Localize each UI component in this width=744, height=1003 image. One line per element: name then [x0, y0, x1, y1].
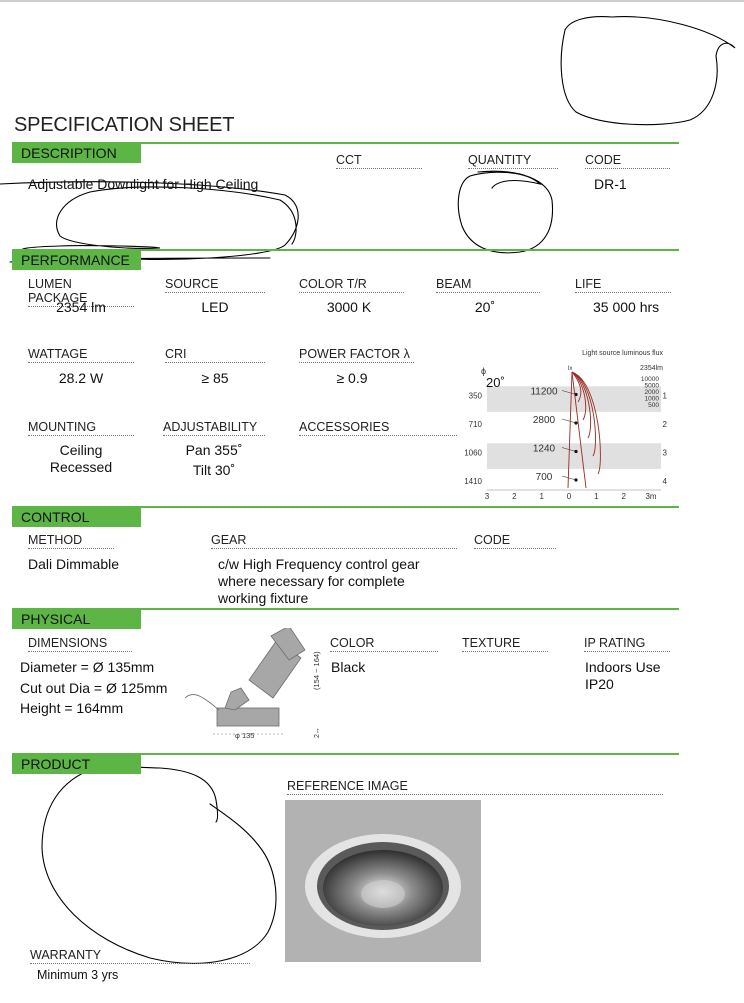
beam-value: 20˚ [474, 299, 496, 315]
control-code-label: CODE [474, 533, 556, 549]
chart-phi-symbol: ϕ [481, 366, 487, 376]
description-text: Adjustable Downlight for High Ceiling [28, 176, 259, 192]
illuminance-chart [455, 344, 673, 504]
chart-diameter-label: 710 [468, 420, 482, 429]
chart-illuminance-point [574, 421, 577, 424]
chart-distance-tick-label: 3 [662, 448, 667, 458]
page-title: SPECIFICATION SHEET [14, 114, 235, 136]
mounting-value-line1: Ceiling [59, 442, 103, 458]
method-label: METHOD [28, 533, 114, 549]
adjustability-label: ADJUSTABILITY [163, 420, 265, 436]
chart-illuminance-point [574, 478, 577, 481]
chart-x-tick-label: 1 [539, 492, 544, 501]
cable-drawing [185, 695, 219, 710]
cri-label: CRI [165, 347, 265, 363]
depth-dimension-label: 2↔ [314, 727, 321, 738]
mounting-value-line2: Recessed [49, 459, 113, 475]
mounting-label: MOUNTING [28, 420, 134, 436]
color-label: COLOR [330, 636, 438, 652]
chart-lux-legend-item: 500 [648, 402, 659, 409]
gear-value-line2: where necessary for complete [218, 573, 405, 589]
fixture-base-drawing [217, 708, 279, 726]
ip-rating-label: IP RATING [584, 636, 670, 652]
chart-lux-symbol: lx [568, 366, 573, 372]
gear-value-line1: c/w High Frequency control gear [218, 556, 420, 572]
fixture-dimension-drawing [175, 628, 325, 743]
cutout-value: Cut out Dia = Ø 125mm [20, 680, 168, 696]
height-value: Height = 164mm [20, 700, 124, 716]
wattage-value: 28.2 W [58, 370, 104, 386]
gear-label: GEAR [211, 533, 457, 549]
chart-illuminance-label: 1240 [532, 443, 556, 455]
chart-distance-tick-label: 4 [662, 477, 667, 486]
cri-value: ≥ 85 [201, 370, 229, 386]
chart-flux-label: 2354lm [640, 365, 663, 372]
chart-lux-legend-item: 5000 [644, 382, 659, 390]
code-value: DR-1 [594, 176, 627, 192]
scribble-quantity [458, 171, 552, 253]
chart-distance-band [487, 443, 661, 469]
chart-title: Light source luminous flux [582, 350, 663, 357]
ip-value-line2: IP20 [585, 676, 614, 692]
chart-illuminance-point [574, 450, 577, 453]
chart-x-tick-label: 3m [645, 492, 657, 501]
product-section-header: PRODUCT [12, 754, 141, 774]
quantity-label: QUANTITY [468, 153, 558, 169]
reference-image-label: REFERENCE IMAGE [287, 779, 663, 795]
fixture-arm-drawing [225, 688, 249, 710]
chart-x-tick-label: 2 [621, 492, 626, 501]
warranty-value: Minimum 3 yrs [37, 968, 119, 982]
adjustability-value-line2: Tilt 30˚ [192, 462, 236, 478]
reference-image [285, 800, 481, 962]
source-label: SOURCE [165, 277, 265, 293]
life-label: LIFE [575, 277, 671, 293]
power-factor-label: POWER FACTOR λ [299, 347, 414, 363]
chart-x-tick-label: 3 [484, 492, 490, 501]
chart-illuminance-leader [562, 476, 576, 480]
description-section-header: DESCRIPTION [12, 143, 141, 163]
lumen-package-value: 2354 lm [56, 299, 106, 315]
warranty-label: WARRANTY [30, 948, 250, 964]
downlight-lens [361, 880, 405, 908]
wattage-label: WATTAGE [28, 347, 134, 363]
chart-x-tick-label: 1 [594, 492, 599, 501]
chart-illuminance-leader [562, 419, 576, 423]
color-value: Black [331, 659, 366, 675]
method-value: Dali Dimmable [28, 556, 120, 572]
chart-distance-tick-label: 2 [662, 420, 667, 429]
color-temp-label: COLOR T/R [299, 277, 404, 293]
chart-diameter-label: 1060 [464, 448, 482, 458]
chart-lux-legend-item: 2000 [644, 389, 659, 396]
diameter-value: Diameter = Ø 135mm [20, 659, 155, 675]
code-label: CODE [585, 153, 670, 169]
chart-diameter-label: 350 [468, 391, 482, 401]
chart-illuminance-label: 2800 [532, 415, 556, 426]
scribble-product [42, 765, 276, 963]
ip-value-line1: Indoors Use [585, 659, 661, 675]
chart-illuminance-label: 11200 [530, 386, 558, 398]
adjustability-value-line1: Pan 355˚ [185, 442, 243, 458]
beam-label: BEAM [436, 277, 540, 293]
chart-x-tick-label: 2 [512, 492, 517, 501]
height-dimension-label: (154 ~ 164) [312, 651, 321, 690]
gear-value-line3: working fixture [218, 590, 309, 606]
width-dimension-label: φ 135 [235, 731, 255, 740]
color-temp-value: 3000 K [326, 299, 372, 315]
source-value: LED [201, 299, 229, 315]
life-value: 35 000 hrs [593, 299, 660, 315]
cct-label: CCT [336, 153, 422, 169]
scribble-top-right [561, 17, 735, 125]
lumen-package-label: LUMEN PACKAGE [28, 277, 134, 307]
downlight-photo [285, 800, 481, 962]
physical-section-header: PHYSICAL [12, 609, 141, 629]
chart-beam-angle-label: 20˚ [486, 375, 505, 390]
chart-x-tick-label: 0 [566, 492, 572, 501]
texture-label: TEXTURE [462, 636, 548, 652]
control-section-header: CONTROL [12, 507, 141, 527]
chart-illuminance-label: 700 [535, 472, 553, 483]
dimensions-label: DIMENSIONS [28, 636, 132, 652]
chart-diameter-label: 1410 [464, 477, 482, 486]
accessories-label: ACCESSORIES [299, 420, 457, 436]
chart-distance-tick-label: 1 [662, 391, 667, 401]
power-factor-value: ≥ 0.9 [336, 370, 368, 386]
chart-lux-legend-item: 10000 [640, 376, 659, 383]
performance-section-header: PERFORMANCE [12, 250, 141, 270]
chart-lux-legend-item: 1000 [644, 395, 659, 403]
